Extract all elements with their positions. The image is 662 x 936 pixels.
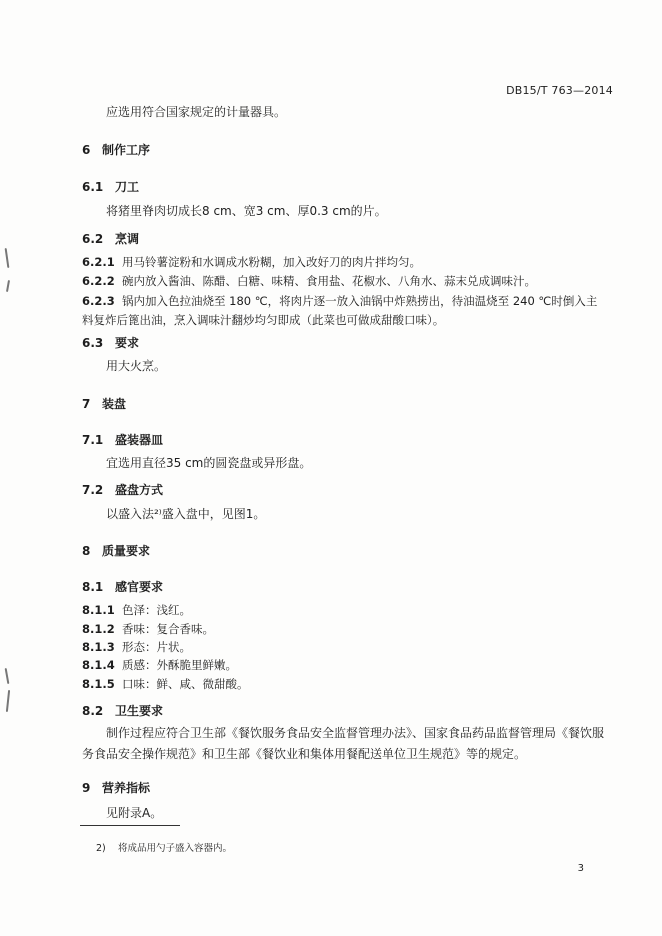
- item-number: 8.1.3: [82, 640, 115, 654]
- item-text: 口味：鲜、咸、微甜酸。: [122, 677, 249, 691]
- section-7-1-heading: [82, 431, 163, 448]
- scan-mark: [6, 280, 10, 292]
- item-8-1-1: [82, 602, 191, 618]
- section-title: 质量要求: [102, 544, 151, 558]
- section-8-1-heading: [82, 578, 163, 595]
- section-number: 8.1: [82, 580, 104, 594]
- page-number: 3: [577, 863, 584, 874]
- section-title: 刀工: [115, 180, 140, 194]
- section-title: 盛装器皿: [115, 433, 164, 447]
- section-number: 8: [82, 544, 91, 558]
- item-number: 8.1.2: [82, 622, 115, 636]
- section-title: 烹调: [115, 232, 140, 246]
- item-text: 用马铃薯淀粉和水调成水粉糊，加入改好刀的肉片拌均匀。: [122, 255, 421, 269]
- section-7-2-heading: [82, 481, 163, 498]
- section-8-2-heading: [82, 702, 163, 719]
- section-title: 卫生要求: [115, 704, 164, 718]
- item-8-1-3: [82, 639, 191, 655]
- footnote-number: 2): [96, 843, 106, 854]
- footnote-separator: [80, 825, 180, 826]
- section-6-3-text: 用大火烹。: [106, 359, 167, 373]
- item-text: 香味：复合香味。: [122, 622, 214, 636]
- item-number: 6.2.2: [82, 274, 115, 288]
- item-text: 质感：外酥脆里鲜嫩。: [122, 658, 237, 672]
- section-6-3-heading: [82, 334, 139, 351]
- section-number: 6: [82, 143, 91, 157]
- section-title: 盛盘方式: [115, 483, 164, 497]
- item-text: 色泽：浅红。: [122, 603, 191, 617]
- section-6-2-heading: [82, 230, 139, 247]
- section-6-1-text: 将猪里脊肉切成长8 cm、宽3 cm、厚0.3 cm的片。: [106, 204, 387, 218]
- footnote: [96, 840, 232, 854]
- section-6-heading: [82, 141, 150, 158]
- section-8-heading: [82, 542, 150, 559]
- item-number: 8.1.1: [82, 603, 115, 617]
- section-7-2-text: 以盛入法²⁾盛入盘中，见图1。: [106, 507, 266, 521]
- section-8-2-text: 制作过程应符合卫生部《餐饮服务食品安全监督管理办法》、国家食品药品监督管理局《餐饮服务食品安全操作规范》和卫生部《餐饮业和集体用餐配送单位卫生规范》等的规定。: [82, 726, 605, 761]
- item-number: 6.2.1: [82, 255, 115, 269]
- item-8-1-4: [82, 657, 237, 673]
- section-9-heading: [82, 779, 150, 796]
- section-7-1-text: 宜选用直径35 cm的圆瓷盘或异形盘。: [106, 456, 312, 470]
- section-7-heading: [82, 395, 126, 412]
- section-number: 6.1: [82, 180, 104, 194]
- intro-paragraph: 应选用符合国家规定的计量器具。: [106, 105, 287, 119]
- footnote-text: 将成品用勺子盛入容器内。: [118, 843, 233, 854]
- item-number: 8.1.5: [82, 677, 115, 691]
- scan-mark: [5, 668, 10, 684]
- section-9-text: 见附录A。: [106, 806, 163, 820]
- section-title: 制作工序: [102, 143, 151, 157]
- scan-mark: [6, 690, 10, 712]
- section-6-1-heading: [82, 178, 139, 195]
- item-text: 形态：片状。: [122, 640, 191, 654]
- item-number: 6.2.3: [82, 294, 115, 308]
- item-6-2-3: [82, 292, 602, 330]
- section-number: 6.3: [82, 336, 104, 350]
- item-8-1-2: [82, 621, 214, 637]
- item-6-2-1: [82, 254, 421, 270]
- scan-mark: [5, 248, 10, 268]
- section-number: 7.1: [82, 433, 104, 447]
- item-number: 8.1.4: [82, 658, 115, 672]
- item-text: 碗内放入酱油、陈醋、白糖、味精、食用盐、花椒水、八角水、蒜末兑成调味汁。: [122, 274, 536, 288]
- document-code: DB15/T 763—2014: [506, 84, 613, 97]
- item-text: 锅内加入色拉油烧至 180 ℃，将肉片逐一放入油锅中炸熟捞出，待油温烧至 240 ℃时倒入主料复炸后篦出油，烹入调味汁翻炒均匀即成（此菜也可做成甜酸口味）。: [82, 294, 598, 327]
- section-number: 6.2: [82, 232, 104, 246]
- item-6-2-2: [82, 273, 536, 289]
- section-number: 7.2: [82, 483, 104, 497]
- section-title: 营养指标: [102, 781, 151, 795]
- section-number: 7: [82, 397, 91, 411]
- section-number: 9: [82, 781, 91, 795]
- section-title: 感官要求: [115, 580, 164, 594]
- section-number: 8.2: [82, 704, 104, 718]
- section-title: 装盘: [102, 397, 127, 411]
- item-8-1-5: [82, 676, 249, 692]
- section-title: 要求: [115, 336, 140, 350]
